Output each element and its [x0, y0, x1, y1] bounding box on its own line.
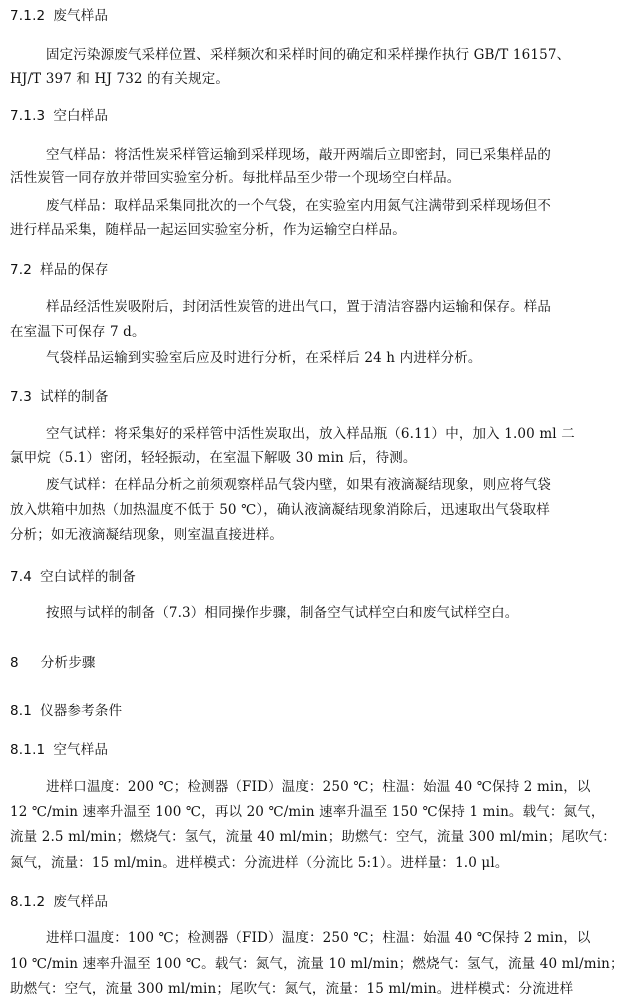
paragraph-line: 废气样品：取样品采集同批次的一个气袋，在实验室内用氮气注满带到采样现场但不: [46, 198, 552, 214]
paragraph-line: 废气试样：在样品分析之前须观察样品气袋内壁，如果有液滴凝结现象，则应将气袋: [46, 477, 552, 493]
paragraph-line: 活性炭管一同存放并带回实验室分析。每批样品至少带一个现场空白样品。: [10, 170, 461, 186]
paragraph-line: 固定污染源废气采样位置、采样频次和采样时间的确定和采样操作执行 GB/T 16157、: [46, 47, 571, 63]
paragraph-line: 分析；如无液滴凝结现象，则室温直接进样。: [10, 527, 283, 543]
heading-title: 样品的保存: [40, 262, 109, 278]
heading-8-1-1: [10, 738, 108, 758]
paragraph-line: 空气试样：将采集好的采样管中活性炭取出，放入样品瓶（6.11）中，加入 1.00 ml 二: [46, 426, 575, 442]
heading-7-2: [10, 258, 109, 278]
heading-number: 7.2: [10, 262, 33, 278]
heading-7-1-2: [10, 4, 108, 24]
paragraph-line: 放入烘箱中加热（加热温度不低于 50 ℃），确认液滴凝结现象消除后，迅速取出气袋取样: [10, 502, 550, 518]
heading-number: 8.1: [10, 703, 33, 719]
paragraph-line: HJ/T 397 和 HJ 732 的有关规定。: [10, 71, 230, 87]
heading-title: 试样的制备: [40, 389, 109, 405]
paragraph-line: 氯甲烷（5.1）密闭，轻轻振动，在室温下解吸 30 min 后，待测。: [10, 450, 417, 466]
paragraph-line: 10 ℃/min 速率升温至 100 ℃。载气：氮气，流量 10 ml/min；燃烧气：氢气，流量 40 ml/min；: [10, 956, 624, 972]
paragraph-line: 氮气，流量：15 ml/min。进样模式：分流进样（分流比 5:1）。进样量：1.0 μl。: [10, 855, 509, 871]
heading-title: 废气样品: [53, 894, 109, 910]
paragraph-line: 流量 2.5 ml/min；燃烧气：氢气，流量 40 ml/min；助燃气：空气，流量 300 ml/min；尾吹气：: [10, 829, 616, 845]
heading-7-4: [10, 565, 136, 585]
heading-8: [10, 651, 96, 671]
heading-number: 7.1.2: [10, 8, 46, 24]
heading-number: 8: [10, 655, 19, 671]
heading-number: 7.3: [10, 389, 33, 405]
heading-title: 空气样品: [53, 742, 109, 758]
heading-title: 仪器参考条件: [40, 703, 123, 719]
paragraph-line: 进样口温度：200 ℃；检测器（FID）温度：250 ℃；柱温：始温 40 ℃保持 2 min，以: [46, 779, 591, 795]
heading-number: 8.1.1: [10, 742, 46, 758]
paragraph-line: 12 ℃/min 速率升温至 100 ℃，再以 20 ℃/min 速率升温至 150 ℃保持 1 min。载气：氮气，: [10, 804, 605, 820]
heading-number: 7.4: [10, 569, 33, 585]
heading-title: 空白样品: [53, 108, 109, 124]
heading-title: 废气样品: [53, 8, 109, 24]
paragraph-line: 气袋样品运输到实验室后应及时进行分析，在采样后 24 h 内进样分析。: [46, 350, 482, 366]
heading-7-1-3: [10, 104, 108, 124]
paragraph-line: 按照与试样的制备（7.3）相同操作步骤，制备空气试样空白和废气试样空白。: [46, 605, 519, 621]
heading-title: 空白试样的制备: [40, 569, 136, 585]
heading-8-1: [10, 699, 122, 719]
heading-title: 分析步骤: [40, 655, 96, 671]
heading-7-3: [10, 385, 109, 405]
paragraph-line: 助燃气：空气，流量 300 ml/min；尾吹气：氮气，流量：15 ml/min。进样模式：分流进样: [10, 981, 574, 997]
paragraph-line: 进样口温度：100 ℃；检测器（FID）温度：250 ℃；柱温：始温 40 ℃保持 2 min，以: [46, 930, 591, 946]
paragraph-line: 空气样品：将活性炭采样管运输到采样现场，敲开两端后立即密封，同已采集样品的: [46, 147, 552, 163]
heading-number: 8.1.2: [10, 894, 46, 910]
heading-number: 7.1.3: [10, 108, 46, 124]
paragraph-line: 样品经活性炭吸附后，封闭活性炭管的进出气口，置于清洁容器内运输和保存。样品: [46, 299, 552, 315]
paragraph-line: 在室温下可保存 7 d。: [10, 324, 146, 340]
paragraph-line: 进行样品采集，随样品一起运回实验室分析，作为运输空白样品。: [10, 222, 406, 238]
heading-8-1-2: [10, 890, 108, 910]
